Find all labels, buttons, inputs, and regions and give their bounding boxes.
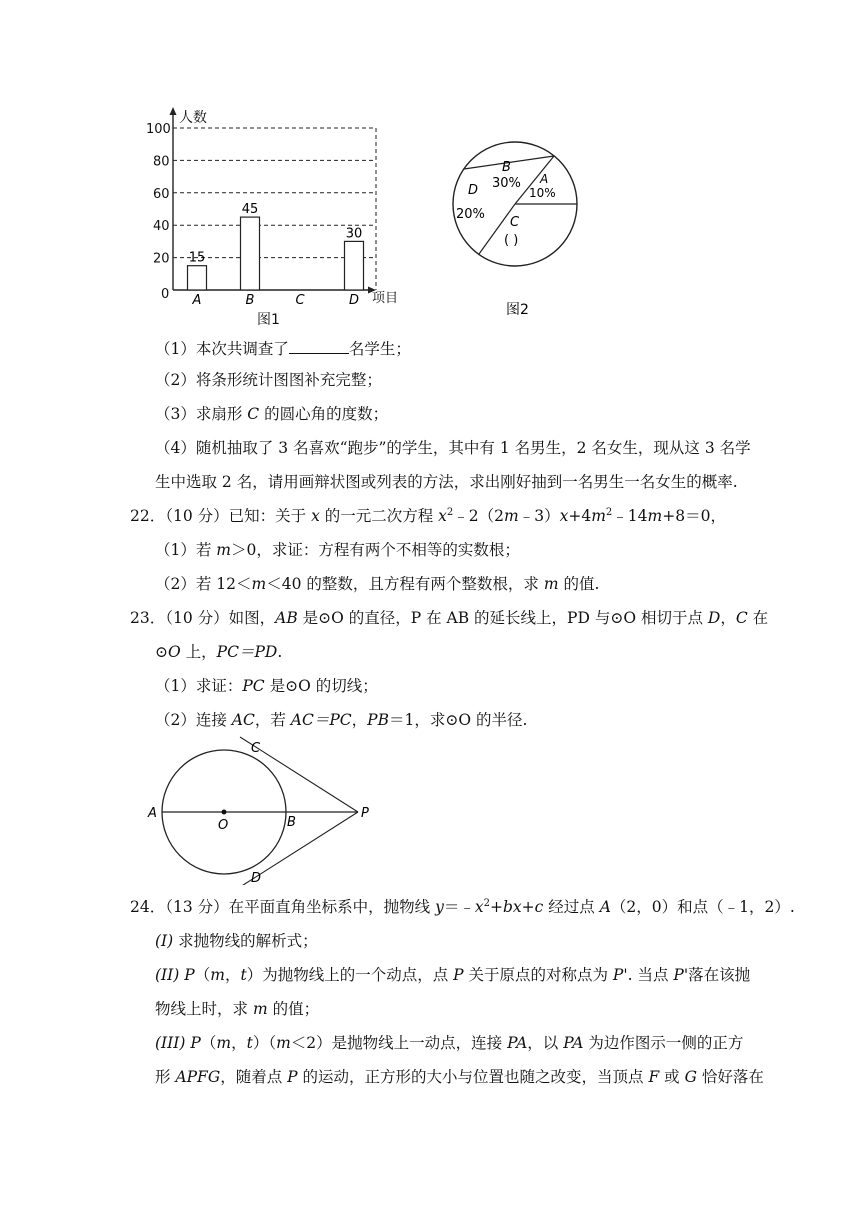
y-tick-labels bbox=[146, 122, 171, 302]
answer-blank bbox=[289, 337, 349, 354]
text-span: （3）求扇形 bbox=[155, 405, 248, 423]
text-span: (II) bbox=[155, 966, 180, 984]
text-span: +8＝0， bbox=[662, 507, 726, 525]
q22-stem bbox=[130, 506, 726, 526]
text-span: AC bbox=[231, 711, 255, 729]
x-axis-label: 项目 bbox=[372, 291, 399, 306]
text-span: ，随着点 bbox=[220, 1068, 288, 1086]
text-span: 关于原点的对称点为 bbox=[463, 966, 613, 984]
text-span: PB bbox=[367, 711, 389, 729]
text-span: (III) bbox=[155, 1034, 186, 1052]
text-span: 2 bbox=[483, 897, 490, 909]
bar-b bbox=[241, 217, 260, 290]
text-span: 的运动，正方形的大小与位置也随之改变，当顶点 bbox=[297, 1068, 649, 1086]
text-span: （2）连接 bbox=[155, 711, 232, 729]
q21-part4-line1: （4）随机抽取了 3 名喜欢“跑步”的学生，其中有 1 名男生，2 名女生，现从这 3 名学 bbox=[155, 439, 751, 457]
text-span: A bbox=[599, 898, 611, 916]
text-span: ＝1，求⊙O 的半径. bbox=[388, 711, 528, 729]
label-b: B bbox=[287, 815, 296, 830]
text-span: + bbox=[521, 898, 535, 916]
text-span: t bbox=[240, 966, 247, 984]
bar-value-label: 15 bbox=[188, 250, 206, 266]
category-label: D bbox=[348, 293, 360, 308]
text-span: m bbox=[210, 966, 225, 984]
bar-chart bbox=[140, 100, 430, 335]
text-span: PA bbox=[563, 1034, 584, 1052]
label-a: A bbox=[148, 806, 157, 821]
y-tick-label: 60 bbox=[153, 186, 170, 202]
q23-figure bbox=[140, 735, 380, 885]
text-span: （2，0）和点（﹣1，2）. bbox=[610, 898, 795, 916]
text-span: 的值. bbox=[558, 575, 600, 593]
text-span: 的值； bbox=[267, 1000, 320, 1018]
text-span: x bbox=[438, 507, 447, 525]
text-span: ﹣3） bbox=[518, 507, 560, 525]
text-span: F bbox=[648, 1068, 660, 1086]
q21-part1 bbox=[155, 337, 411, 359]
y-tick-label: 40 bbox=[153, 219, 170, 235]
y-tick-label: 100 bbox=[146, 122, 171, 137]
text-span: ， bbox=[231, 1034, 247, 1052]
text-span: ＞0，求证：方程有两个不相等的实数根； bbox=[231, 541, 520, 559]
pie-chart bbox=[440, 130, 580, 325]
sector-a-percent: 10% bbox=[529, 186, 556, 200]
text-span: 2 bbox=[605, 506, 613, 518]
label-p: P bbox=[361, 806, 369, 821]
text-span: 名学生； bbox=[348, 340, 411, 358]
y-tick-label: 80 bbox=[153, 154, 170, 170]
q22-part1 bbox=[155, 540, 520, 560]
text-span: ﹣2（2 bbox=[453, 507, 505, 525]
circle-tangent-diagram bbox=[140, 735, 380, 885]
text-span: 落在该抛 bbox=[688, 966, 751, 984]
text-span: 22．（10 分）已知：关于 bbox=[130, 507, 312, 525]
category-label: A bbox=[192, 293, 202, 308]
label-o: O bbox=[218, 818, 229, 833]
text-span: (I) bbox=[155, 932, 174, 950]
text-span: （1）若 bbox=[155, 541, 217, 559]
text-span: ）为抛物线上的一个动点，点 bbox=[246, 966, 454, 984]
text-span: C bbox=[247, 405, 260, 423]
text-span: m bbox=[216, 1034, 232, 1052]
text-span: 2 bbox=[446, 506, 454, 518]
text-span: 是⊙O 的切线； bbox=[264, 677, 378, 695]
q23-stem-line1 bbox=[130, 608, 768, 628]
text-span: ﹣14 bbox=[612, 507, 648, 525]
text-span: ， bbox=[720, 609, 736, 627]
q21-part4-line2: 生中选取 2 名，请用画辩状图或列表的方法，求出刚好抽到一名男生一名女生的概率. bbox=[155, 473, 738, 491]
text-span: . 当点 bbox=[627, 966, 674, 984]
text-span: P bbox=[287, 1068, 298, 1086]
bar-d bbox=[345, 241, 364, 290]
figure-1-caption: 图1 bbox=[257, 312, 280, 328]
sector-a-letter: A bbox=[540, 172, 549, 186]
text-span: ⊙ bbox=[155, 643, 168, 661]
text-span: ，若 bbox=[254, 711, 291, 729]
bar-a bbox=[188, 266, 207, 290]
text-span: G bbox=[684, 1068, 697, 1086]
sector-c-letter: C bbox=[510, 215, 520, 230]
q23-part2 bbox=[155, 710, 527, 730]
text-span: PA bbox=[507, 1034, 528, 1052]
text-span: 的圆心角的度数； bbox=[259, 405, 389, 423]
text-span: ， bbox=[351, 711, 368, 729]
category-label: B bbox=[245, 293, 255, 308]
text-span: t bbox=[246, 1034, 253, 1052]
text-span: PC bbox=[242, 677, 265, 695]
text-span: bx bbox=[502, 898, 522, 916]
text-span: P bbox=[184, 966, 195, 984]
text-span: AC＝PC bbox=[290, 711, 352, 729]
bar-value-labels bbox=[189, 202, 363, 266]
q21-part2: （2）将条形统计图图补充完整； bbox=[155, 371, 382, 389]
text-span: m bbox=[591, 507, 606, 525]
sector-c-percent: ( ) bbox=[504, 233, 519, 248]
text-span: 上， bbox=[180, 643, 217, 661]
text-span: c bbox=[534, 898, 544, 916]
center-point bbox=[222, 810, 227, 815]
text-span: 求抛物线的解析式； bbox=[173, 932, 318, 950]
label-c: C bbox=[251, 741, 261, 756]
text-span: AB bbox=[275, 609, 298, 627]
text-span: 23．（10 分）如图， bbox=[130, 609, 276, 627]
text-span: （ bbox=[194, 966, 211, 984]
text-span: m bbox=[252, 1000, 268, 1018]
text-span: P' bbox=[673, 966, 689, 984]
y-axis-arrow bbox=[170, 107, 177, 115]
text-span: m bbox=[543, 575, 559, 593]
text-span: 在 bbox=[747, 609, 769, 627]
text-span: 经过点 bbox=[543, 898, 600, 916]
text-span: x bbox=[311, 507, 320, 525]
q23-stem-line2 bbox=[155, 642, 282, 662]
bar-value-label: 30 bbox=[345, 226, 363, 242]
text-span: P' bbox=[612, 966, 628, 984]
text-span: m bbox=[216, 541, 231, 559]
q24-part2-line2 bbox=[155, 999, 319, 1019]
text-span: APFG bbox=[175, 1068, 221, 1086]
figure-2-caption: 图2 bbox=[506, 302, 529, 318]
y-axis-label: 人数 bbox=[179, 110, 207, 126]
y-tick-label: 0 bbox=[161, 287, 170, 302]
text-span: （2）若 12＜ bbox=[155, 575, 252, 593]
text-span: +4 bbox=[568, 507, 592, 525]
q24-part3-line2 bbox=[155, 1067, 764, 1087]
category-labels bbox=[192, 293, 359, 308]
figure-1 bbox=[140, 100, 430, 335]
text-span: m bbox=[647, 507, 663, 525]
q24-stem bbox=[130, 897, 795, 917]
text-span: m bbox=[504, 507, 519, 525]
text-span: m bbox=[276, 1034, 291, 1052]
text-span: P bbox=[190, 1034, 201, 1052]
text-span: m bbox=[251, 575, 267, 593]
y-tick-label: 20 bbox=[153, 251, 170, 267]
q24-part1 bbox=[155, 931, 318, 951]
text-span: ＝﹣ bbox=[443, 898, 475, 916]
category-label: C bbox=[295, 293, 305, 308]
text-span: （1）本次共调查了 bbox=[155, 340, 289, 358]
text-span: 恰好落在 bbox=[696, 1068, 764, 1086]
text-span: ）（ bbox=[252, 1034, 277, 1052]
text-span: . bbox=[277, 643, 283, 661]
text-span: 或 bbox=[659, 1068, 685, 1086]
text-span: 24．（13 分）在平面直角坐标系中，抛物线 bbox=[130, 898, 436, 916]
text-span: ＜2）是抛物线上一动点，连接 bbox=[290, 1034, 508, 1052]
text-span: （ bbox=[200, 1034, 217, 1052]
text-span: y bbox=[435, 898, 444, 916]
text-span: 为边作图示一侧的正方 bbox=[583, 1034, 744, 1052]
text-span: x bbox=[559, 507, 569, 525]
label-d: D bbox=[251, 871, 262, 885]
text-span: 形 bbox=[155, 1068, 176, 1086]
text-span: D bbox=[707, 609, 721, 627]
figure-2 bbox=[440, 130, 580, 325]
bars bbox=[188, 217, 364, 290]
text-span: （1）求证： bbox=[155, 677, 243, 695]
sector-d-letter: D bbox=[468, 183, 479, 198]
bar-value-label: 45 bbox=[241, 202, 259, 218]
text-span: + bbox=[489, 898, 503, 916]
q22-part2 bbox=[155, 574, 599, 594]
text-span: O bbox=[168, 643, 181, 661]
text-span: ， bbox=[224, 966, 241, 984]
text-span: 是⊙O 的直径，P 在 AB 的延长线上，PD 与⊙O 相切于点 bbox=[297, 609, 708, 627]
text-span: PC＝PD bbox=[216, 643, 278, 661]
q21-part3 bbox=[155, 404, 388, 424]
q24-part3-line1 bbox=[155, 1033, 743, 1053]
sector-b-letter: B bbox=[502, 160, 511, 175]
q23-part1 bbox=[155, 676, 378, 696]
text-span: C bbox=[735, 609, 748, 627]
text-span: P bbox=[453, 966, 464, 984]
text-span: x bbox=[474, 898, 484, 916]
text-span: ，以 bbox=[527, 1034, 564, 1052]
sector-b-percent: 30% bbox=[492, 176, 521, 191]
text-span: 的一元二次方程 bbox=[319, 507, 439, 525]
sector-d-percent: 20% bbox=[456, 207, 485, 222]
text-span: 物线上时，求 bbox=[155, 1000, 253, 1018]
q24-part2-line1 bbox=[155, 965, 750, 985]
text-span: ＜40 的整数，且方程有两个整数根，求 bbox=[266, 575, 544, 593]
